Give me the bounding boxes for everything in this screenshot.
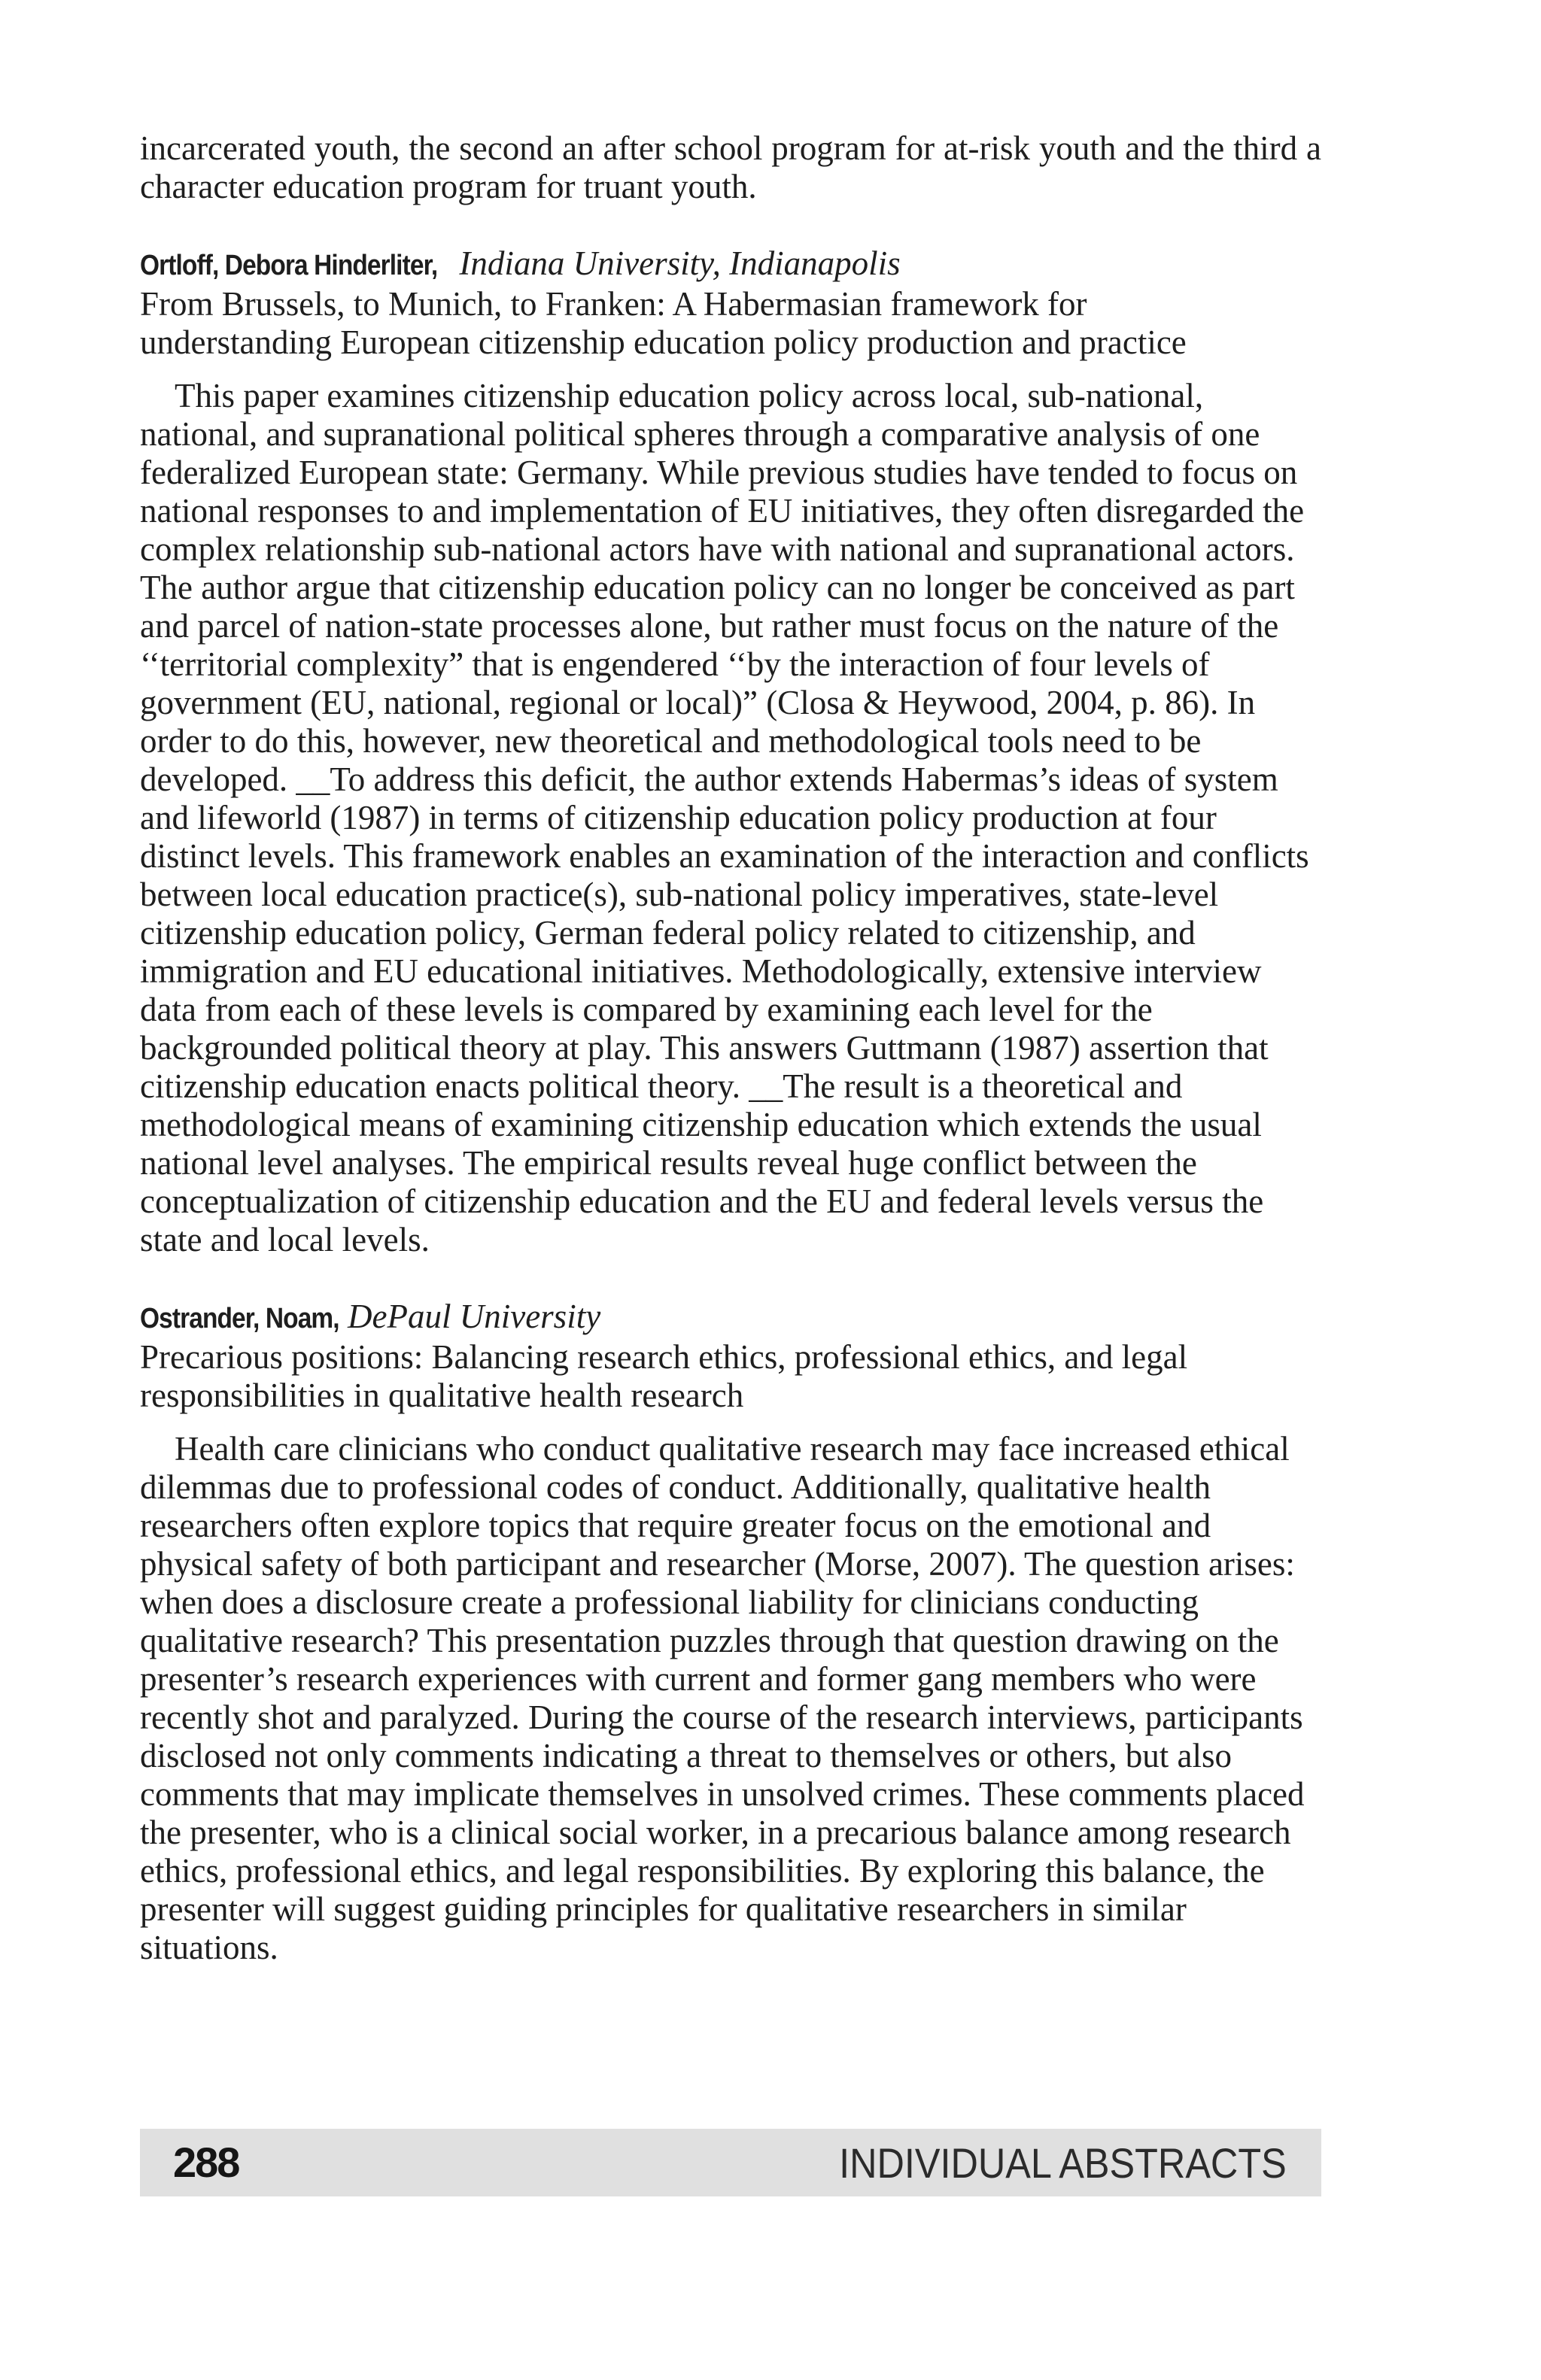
abstract-entry-ostrander xyxy=(140,1298,1321,1967)
paper-title-line: From Brussels, to Munich, to Franken: A Habermasian framework for xyxy=(140,285,1087,323)
continued-abstract-text: incarcerated youth, the second an after school program for at-risk youth and the third a character education program for truant youth. xyxy=(140,129,1321,205)
paper-title-line: understanding European citizenship education policy production and practice xyxy=(140,323,1187,361)
author-affiliation: DePaul University xyxy=(348,1298,601,1335)
author-name: Ortloff, Debora Hinderliter, xyxy=(140,250,438,281)
abstract-text: Health care clinicians who conduct qualitative research may face increased ethical dilemmas due to professional codes of conduct. Additionally, qualitative health researchers often explore topics that require greater focus on the emotional and physical safety of both participant and researcher (Morse, 2007). The question arises: when does a disclosure create a professional liability for clinicians conducting qualitative research? This presentation puzzles through that question drawing on the presenter’s research experiences with current and former gang members who were recently shot and paralyzed. During the course of the research interviews, participants disclosed not only comments indicating a threat to themselves or others, but also comments that may implicate themselves in unsolved crimes. These comments placed the presenter, who is a clinical social worker, in a precarious balance among research ethics, professional ethics, and legal responsibilities. By exploring this balance, the presenter will suggest guiding principles for qualitative researchers in similar situations. xyxy=(140,1430,1305,1966)
author-affiliation: Indiana University, Indianapolis xyxy=(459,244,901,282)
section-title: INDIVIDUAL ABSTRACTS xyxy=(839,2139,1287,2187)
abstract-text: This paper examines citizenship education policy across local, sub-national, national, and supranational political spheres through a comparative analysis of one federalized European state: Germany. While previous studies have tended to focus on national responses to and implementation of EU initiatives, they often disregarded the complex relationship sub-national actors have with national and supranational actors. The author argue that citizenship education policy can no longer be conceived as part and parcel of nation-state processes alone, but rather must focus on the nature of the ‘‘territorial complexity” that is engendered ‘‘by the interaction of four levels of government (EU, national, regional or local)” (Closa & Heywood, 2004, p. 86). In order to do this, however, new theoretical and methodological tools need to be developed. __To address this deficit, the author extends Habermas’s ideas of system and lifeworld (1987) in terms of citizenship education policy production at four distinct levels. This framework enables an examination of the interaction and conflicts between local education practice(s), sub-national policy imperatives, state-level citizenship education policy, German federal policy related to citizenship, and immigration and EU educational initiatives. Methodologically, extensive interview data from each of these levels is compared by examining each level for the backgrounded political theory at play. This answers Guttmann (1987) assertion that citizenship education enacts political theory. __The result is a theoretical and methodological means of examining citizenship education which extends the usual national level analyses. The empirical results reveal huge conflict between the conceptualization of citizenship education and the EU and federal levels versus the state and local levels. xyxy=(140,377,1309,1258)
author-line xyxy=(140,1298,1321,1338)
author-name: Ostrander, Noam, xyxy=(140,1303,339,1334)
page-number: 288 xyxy=(173,2139,239,2186)
abstracts-page xyxy=(140,129,1321,1967)
abstract-entry-ortloff xyxy=(140,244,1321,1259)
paper-title-line: responsibilities in qualitative health research xyxy=(140,1377,744,1414)
page-footer xyxy=(140,2129,1321,2196)
paper-title-line: Precarious positions: Balancing research ethics, professional ethics, and legal xyxy=(140,1338,1188,1376)
author-line xyxy=(140,244,1321,285)
